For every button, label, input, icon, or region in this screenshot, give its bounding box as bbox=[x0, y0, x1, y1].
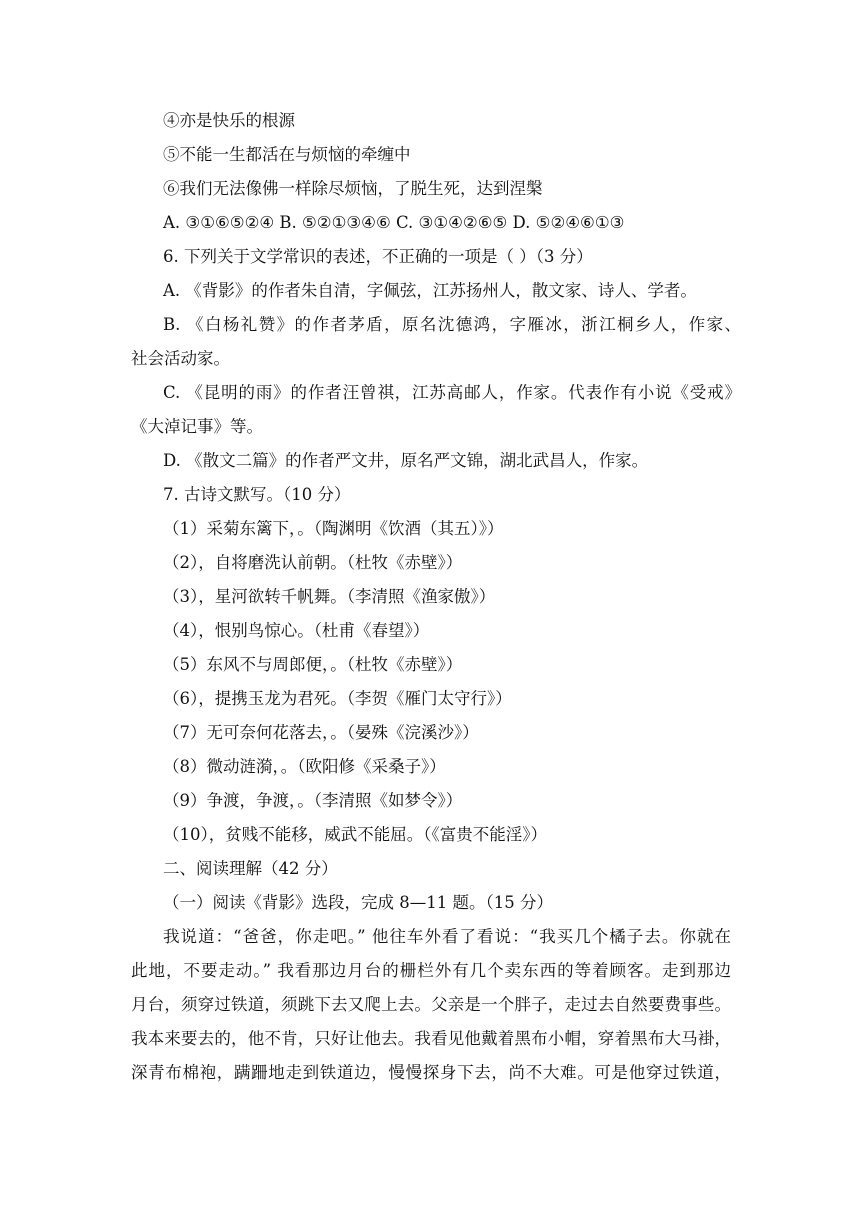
question-6-option-a: A. 《背影》的作者朱自清，字佩弦，江苏扬州人，散文家、诗人、学者。 bbox=[163, 281, 697, 300]
recitation-item-7: （7）无可奈何花落去，。（晏殊《浣溪沙》） bbox=[163, 723, 479, 742]
recitation-item-8: （8）微动涟漪，。（欧阳修《采桑子》） bbox=[163, 757, 446, 776]
option-line-6: ⑥我们无法像佛一样除尽烦恼，了脱生死，达到涅槃 bbox=[163, 179, 543, 198]
question-6-stem: 6. 下列关于文学常识的表述，不正确的一项是（ ）（3 分） bbox=[163, 247, 593, 266]
reading-passage-instruction: （一）阅读《背影》选段，完成 8—11 题。（15 分） bbox=[163, 893, 553, 912]
passage-line-3: 月台，须穿过铁道，须跳下去又爬上去。父亲是一个胖子，走过去自然要费事些。 bbox=[131, 995, 731, 1014]
recitation-item-5: （5）东风不与周郎便，。（杜牧《赤壁》） bbox=[163, 655, 463, 674]
recitation-item-4: （4），恨别鸟惊心。（杜甫《春望》） bbox=[163, 621, 430, 640]
recitation-item-10: （10），贫贱不能移，威武不能屈。（《富贵不能淫》） bbox=[163, 825, 547, 844]
recitation-item-1: （1）采菊东篱下，。（陶渊明《饮酒（其五）》） bbox=[163, 519, 504, 538]
option-line-5: ⑤不能一生都活在与烦恼的牵缠中 bbox=[163, 145, 411, 164]
question-6-option-c-cont: 《大淖记事》等。 bbox=[131, 417, 263, 436]
answer-choices-q5: A. ③①⑥⑤②④ B. ⑤②①③④⑥ C. ③①④②⑥⑤ D. ⑤②④⑥①③ bbox=[163, 213, 625, 232]
question-6-option-c: C. 《昆明的雨》的作者汪曾祺，江苏高邮人，作家。代表作有小说《受戒》 bbox=[163, 383, 741, 402]
passage-line-1: 我说道：“爸爸，你走吧。” 他往车外看了看说：“我买几个橘子去。你就在 bbox=[163, 927, 731, 946]
question-6-option-d: D. 《散文二篇》的作者严文井，原名严文锦，湖北武昌人，作家。 bbox=[163, 451, 649, 470]
question-6-option-b-cont: 社会活动家。 bbox=[131, 349, 230, 368]
section-2-heading: 二、阅读理解（42 分） bbox=[163, 859, 338, 878]
passage-line-5: 深青布棉袍，蹒跚地走到铁道边，慢慢探身下去，尚不大难。可是他穿过铁道， bbox=[131, 1063, 731, 1082]
passage-line-4: 我本来要去的，他不肯，只好让他去。我看见他戴着黑布小帽，穿着黑布大马褂， bbox=[131, 1029, 731, 1048]
recitation-item-9: （9）争渡，争渡，。（李清照《如梦令》） bbox=[163, 791, 463, 810]
option-line-4: ④亦是快乐的根源 bbox=[163, 111, 295, 130]
recitation-item-3: （3），星河欲转千帆舞。（李清照《渔家傲》） bbox=[163, 587, 496, 606]
recitation-item-2: （2），自将磨洗认前朝。（杜牧《赤壁》） bbox=[163, 553, 463, 572]
question-7-stem: 7. 古诗文默写。（10 分） bbox=[163, 485, 351, 504]
question-6-option-b: B. 《白杨礼赞》的作者茅盾，原名沈德鸿，字雁冰，浙江桐乡人，作家、 bbox=[163, 315, 741, 334]
passage-line-2: 此地，不要走动。” 我看那边月台的栅栏外有几个卖东西的等着顾客。走到那边 bbox=[131, 961, 731, 980]
recitation-item-6: （6），提携玉龙为君死。（李贺《雁门太守行》） bbox=[163, 689, 512, 708]
